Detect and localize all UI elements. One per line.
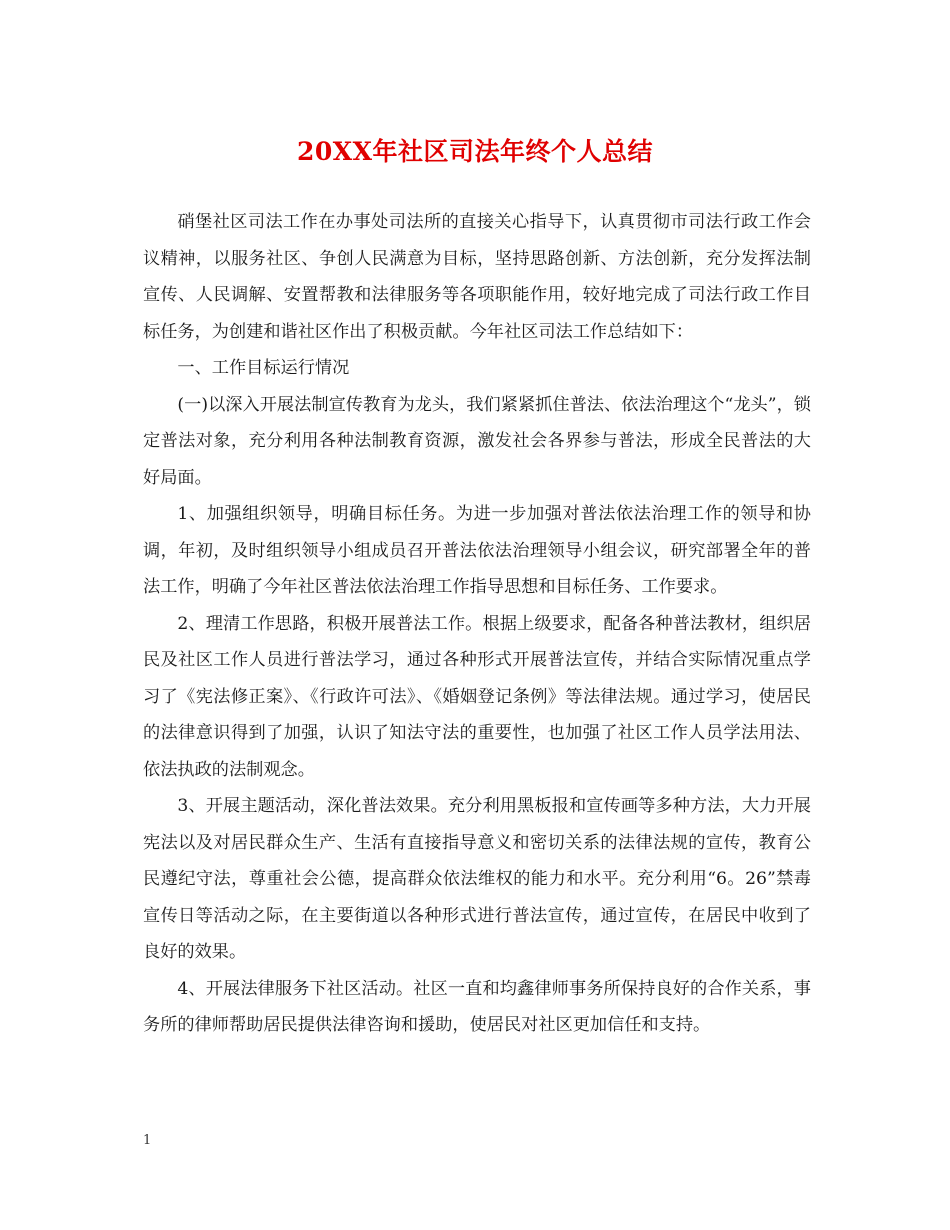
paragraph-item-4: 4、开展法律服务下社区活动。社区一直和均鑫律师事务所保持良好的合作关系，事务所的律师帮助居民提供法律咨询和援助，使居民对社区更加信任和支持。 [143,978,811,1035]
page-number: 1 [143,1133,152,1148]
paragraph-subsection-1: (一)以深入开展法制宣传教育为龙头，我们紧紧抓住普法、依法治理这个“龙头”，锁定普法对象，充分利用各种法制教育资源，激发社会各界参与普法，形成全民普法的大好局面。 [143,394,811,488]
section-heading: 一、工作目标运行情况 [177,358,350,378]
paragraph-item-3: 3、开展主题活动，深化普法效果。充分利用黑板报和宣传画等多种方法，大力开展宪法以及对居民群众生产、生活有直接指导意义和密切关系的法律法规的宣传，教育公民遵纪守法，尊重社会公德，提高群众依法维权的能力和水平。充分利用“6。26”禁毒宣传日等活动之际，在主要街道以各种形式进行普法宣传，通过宣传，在居民中收到了良好的效果。 [143,796,811,962]
paragraph-item-1: 1、加强组织领导，明确目标任务。为进一步加强对普法依法治理工作的领导和协调，年初，及时组织领导小组成员召开普法依法治理领导小组会议，研究部署全年的普法工作，明确了今年社区普法依法治理工作指导思想和目标任务、工作要求。 [143,504,811,597]
document-title: 20XX年社区司法年终个人总结 [296,137,654,166]
paragraph-item-2: 2、理清工作思路，积极开展普法工作。根据上级要求，配备各种普法教材，组织居民及社区工作人员进行普法学习，通过各种形式开展普法宣传，并结合实际情况重点学习了《宪法修正案》、《行政许可法》、《婚姻登记条例》等法律法规。通过学习，使居民的法律意识得到了加强，认识了知法守法的重要性，也加强了社区工作人员学法用法、依法执政的法制观念。 [143,613,811,780]
document-body [143,204,811,1044]
paragraph-intro: 硝堡社区司法工作在办事处司法所的直接关心指导下，认真贯彻市司法行政工作会议精神，以服务社区、争创人民满意为目标，坚持思路创新、方法创新，充分发挥法制宣传、人民调解、安置帮教和法律服务等各项职能作用，较好地完成了司法行政工作目标任务，为创建和谐社区作出了积极贡献。今年社区司法工作总结如下： [143,212,811,342]
